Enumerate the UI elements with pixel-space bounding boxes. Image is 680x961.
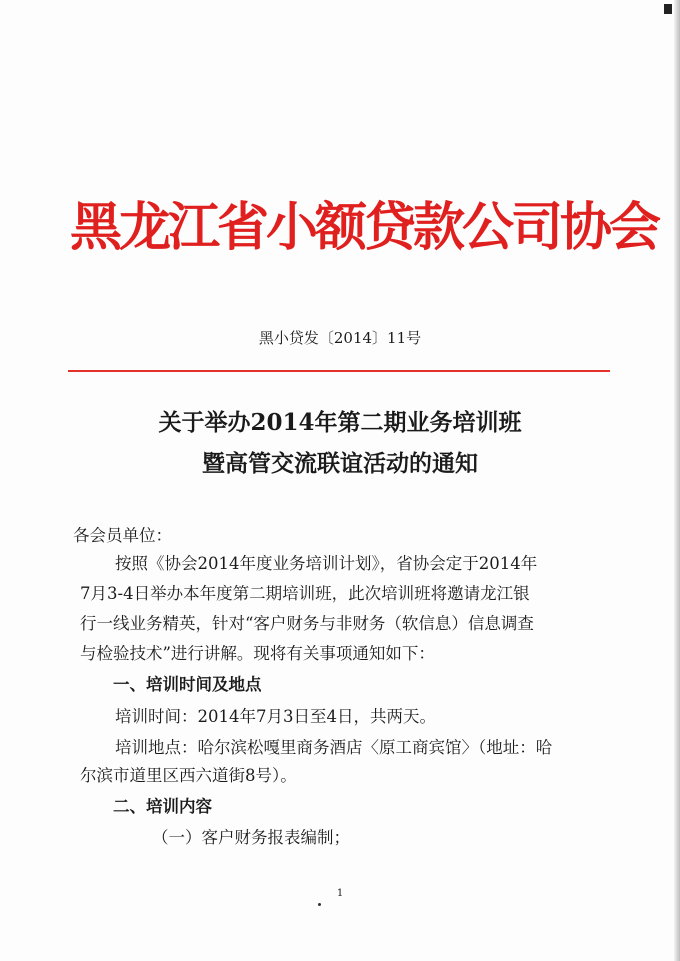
scan-edge-shadow xyxy=(674,0,680,961)
section-heading-time-place: 一、培训时间及地点 xyxy=(113,675,262,694)
organization-header: 黑龙江省小额贷款公司协会 xyxy=(70,197,659,258)
document-number: 黑小贷发〔2014〕11号 xyxy=(258,329,422,347)
training-place-line-2: 尔滨市道里区西六道街8号）。 xyxy=(80,766,297,785)
notice-title-line-2: 暨高管交流联谊活动的通知 xyxy=(202,450,478,477)
intro-line-1: 按照《协会2014年度业务培训计划》，省协会定于2014年 xyxy=(115,554,538,573)
intro-line-4: 与检验技术”进行讲解。现将有关事项通知如下： xyxy=(80,644,435,663)
section-heading-content: 二、培训内容 xyxy=(113,797,212,816)
page-number: 1 xyxy=(336,888,344,899)
notice-title-line-1: 关于举办2014年第二期业务培训班 xyxy=(158,409,522,436)
intro-line-3: 行一线业务精英，针对“客户财务与非财务（软信息）信息调查 xyxy=(80,614,534,633)
intro-line-2: 7月3-4日举办本年度第二期培训班，此次培训班将邀请龙江银 xyxy=(80,584,530,603)
scan-speck xyxy=(318,903,321,906)
content-item-1: （一）客户财务报表编制； xyxy=(152,828,350,847)
training-time: 培训时间：2014年7月3日至4日，共两天。 xyxy=(115,707,436,726)
red-header-rule xyxy=(68,370,610,372)
scan-corner-mark xyxy=(664,4,672,14)
training-place-line-1: 培训地点：哈尔滨松嘎里商务酒店〈原工商宾馆〉（地址：哈 xyxy=(115,738,553,757)
salutation: 各会员单位： xyxy=(73,526,172,545)
